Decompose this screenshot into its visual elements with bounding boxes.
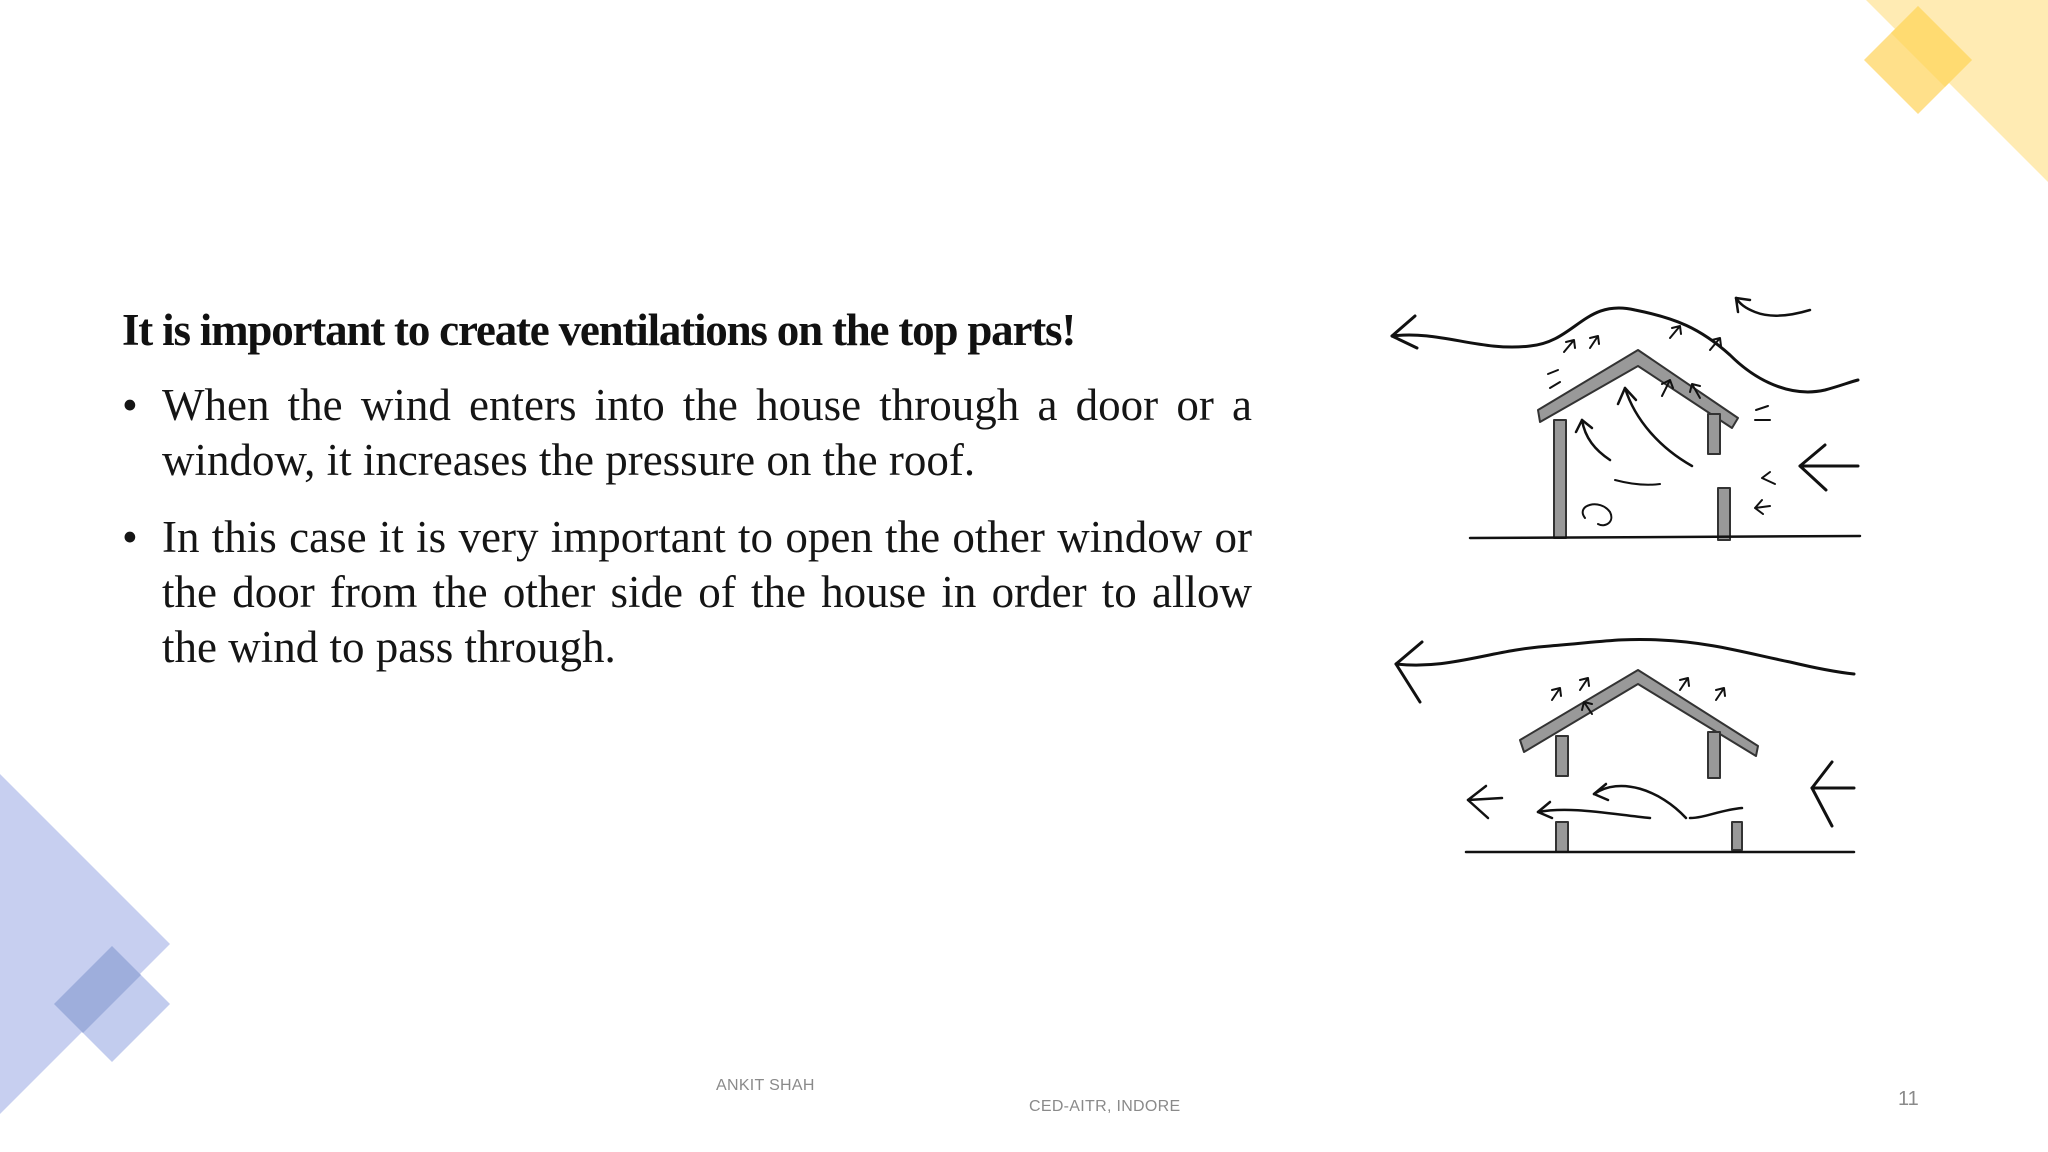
top-right-yellow-diamond (1864, 6, 1972, 114)
top-house-diagram (1392, 298, 1860, 540)
slide-heading: It is important to create ventilations on the top parts! (122, 305, 1076, 355)
bullet-list (122, 378, 1252, 697)
bottom-left-blue-triangle (0, 774, 170, 1114)
bullet-dot: • (122, 512, 138, 562)
bullet-item (122, 378, 1252, 488)
footer-author: ANKIT SHAH (716, 1077, 815, 1094)
top-right-yellow-small (1891, 6, 1972, 87)
bottom-left-blue-diamond-dark (54, 946, 141, 1033)
house-wind-flow-sketch-icon (1370, 270, 1910, 870)
top-right-yellow-band (1866, 0, 2048, 182)
page-number: 11 (1898, 1088, 1919, 1110)
bullet-text: In this case it is very important to open the other window or the door from the other side of the house in order to allow the wind to pass through. (162, 512, 1252, 672)
footer-organization: CED-AITR, INDORE (1029, 1098, 1181, 1115)
bullet-text: When the wind enters into the house through a door or a window, it increases the pressure on the roof. (162, 380, 1252, 485)
bullet-item (122, 510, 1252, 675)
bottom-house-diagram (1396, 639, 1854, 852)
bullet-dot: • (122, 380, 138, 430)
bottom-left-blue-diamond (54, 946, 170, 1062)
